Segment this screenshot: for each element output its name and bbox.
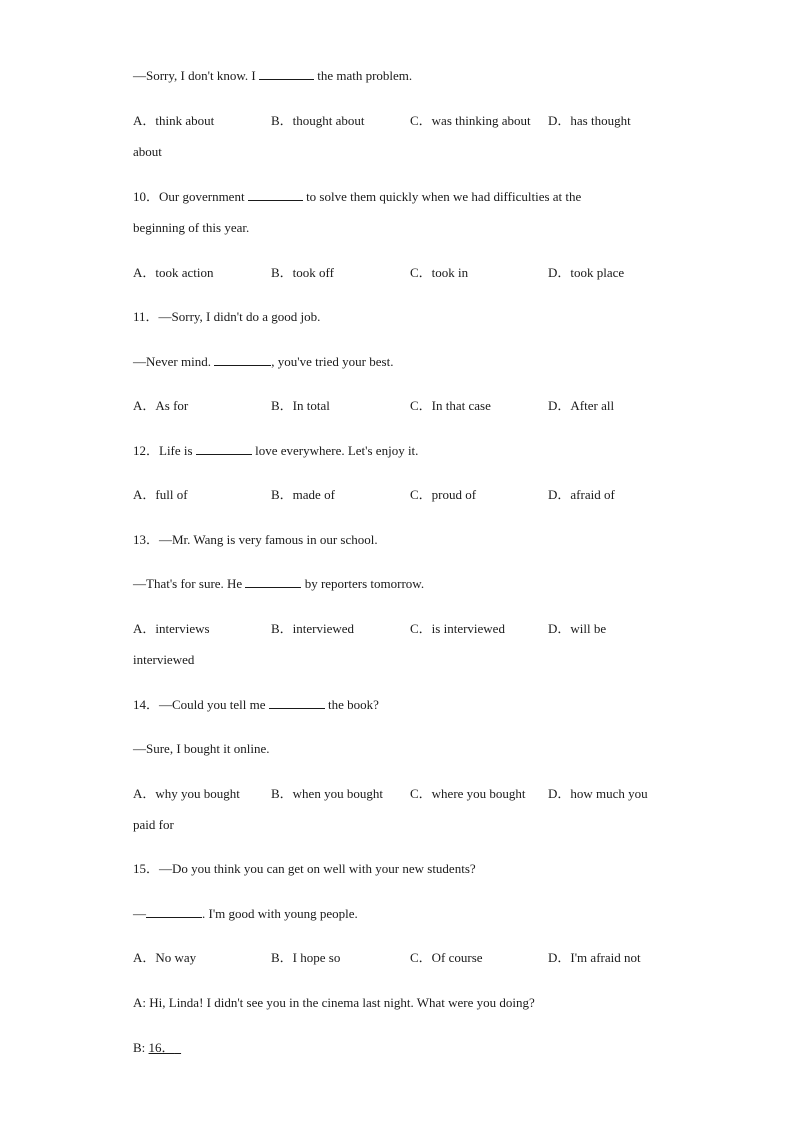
option-a: A．think about (133, 113, 215, 128)
answer-blank (245, 576, 301, 588)
q10-stem-before: 10．Our government (133, 189, 248, 204)
q12-stem-after: love everywhere. Let's enjoy it. (251, 443, 419, 458)
q15-options (133, 950, 673, 966)
q10-options (133, 265, 673, 281)
option-a: A．why you bought (133, 786, 240, 801)
q9-reply-after: the math problem. (313, 68, 413, 83)
q15-stem: 15．—Do you think you can get on well with your new students? (133, 861, 476, 876)
option-b: B．when you bought (271, 786, 383, 801)
option-d: D．I'm afraid not (548, 950, 641, 965)
option-a: A．As for (133, 398, 189, 413)
q14-option-wrap: paid for (133, 817, 174, 832)
option-c: C．is interviewed (410, 621, 505, 636)
answer-blank (146, 906, 202, 918)
q10-stem-line1 (133, 189, 581, 205)
q14-stem-before: 14．—Could you tell me (133, 697, 269, 712)
q13-stem: 13．—Mr. Wang is very famous in our school. (133, 532, 378, 547)
q12-options (133, 487, 673, 503)
option-c: C．Of course (410, 950, 483, 965)
option-c: C．took in (410, 265, 469, 280)
option-c: C．proud of (410, 487, 477, 502)
option-d: D．how much you (548, 786, 648, 801)
q14-reply: —Sure, I bought it online. (133, 741, 270, 756)
q9-reply-before: —Sorry, I don't know. I (133, 68, 259, 83)
option-c: C．where you bought (410, 786, 526, 801)
blank-underline-tail (175, 1040, 182, 1055)
q14-stem-after: the book? (324, 697, 379, 712)
option-d: D．took place (548, 265, 625, 280)
option-b: B．I hope so (271, 950, 341, 965)
q15-reply (133, 906, 358, 922)
option-d: D．After all (548, 398, 615, 413)
q12-stem (133, 443, 418, 459)
option-a: A．No way (133, 950, 197, 965)
q10-stem-after: to solve them quickly when we had difficulties at the (302, 189, 582, 204)
dialogue-b-line (133, 1040, 181, 1056)
option-d: D．has thought (548, 113, 631, 128)
q13-option-wrap: interviewed (133, 652, 195, 667)
answer-blank (259, 68, 314, 80)
dialogue-answer-blank: 16． (148, 1040, 175, 1055)
q9-options (133, 113, 673, 129)
option-b: B．thought about (271, 113, 365, 128)
q15-reply-after: . I'm good with young people. (202, 906, 358, 921)
q13-reply (133, 576, 424, 592)
answer-blank (196, 443, 252, 455)
option-a: A．took action (133, 265, 214, 280)
q11-reply-after: , you've tried your best. (271, 354, 394, 369)
answer-blank (214, 354, 271, 366)
option-d: D．will be (548, 621, 607, 636)
option-b: B．took off (271, 265, 334, 280)
option-c: C．was thinking about (410, 113, 531, 128)
q11-reply (133, 354, 393, 370)
q13-reply-after: by reporters tomorrow. (301, 576, 425, 591)
q14-options (133, 786, 673, 802)
q13-reply-before: —That's for sure. He (133, 576, 246, 591)
option-b: B．interviewed (271, 621, 355, 636)
option-a: A．full of (133, 487, 188, 502)
q12-stem-before: 12．Life is (133, 443, 196, 458)
answer-blank (269, 697, 325, 709)
option-d: D．afraid of (548, 487, 615, 502)
option-b: B．In total (271, 398, 330, 413)
option-c: C．In that case (410, 398, 491, 413)
q11-reply-before: —Never mind. (133, 354, 215, 369)
dialogue-b-prefix: B: (133, 1040, 149, 1055)
q9-reply-line (133, 68, 412, 84)
option-a: A．interviews (133, 621, 210, 636)
answer-blank (248, 189, 303, 201)
q10-stem-line2: beginning of this year. (133, 220, 250, 235)
q9-option-wrap: about (133, 144, 162, 159)
q15-reply-before: — (133, 906, 146, 921)
option-b: B．made of (271, 487, 335, 502)
q13-options (133, 621, 673, 637)
q14-stem (133, 697, 379, 713)
q11-options (133, 398, 673, 414)
q11-stem: 11．—Sorry, I didn't do a good job. (133, 309, 321, 324)
dialogue-a-line: A: Hi, Linda! I didn't see you in the cinema last night. What were you doing? (133, 995, 535, 1010)
